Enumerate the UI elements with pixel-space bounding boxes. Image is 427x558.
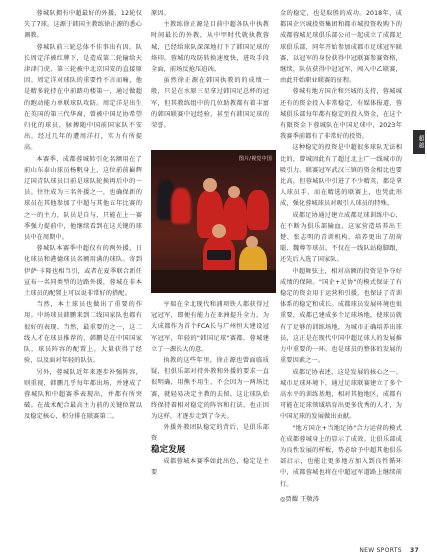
article-column-2-bottom [151,299,269,478]
page-footer [359,547,419,554]
paragraph: 成都蓉城本赛季如此出色，稳定是主要 [151,457,269,477]
paragraph: 蓉城队前三轮总体不佳事出有因。队长周定洋被红牌下，是造成第二轮输给天津津门虎、第三轮被中北京国安的直接原因。周定洋对球队的重要性不言而喻，他是精多轮持在中前踏功楼第一，通过做超的跑动能力单联球队攻防。周定洋是出生在英国的第三代华裔，曾被中国足协希望归化的球员，脉搏随中国前国家队不安出，经过几年的遭周洋打，实力有所提高。 [24,43,142,152]
section-tab: 超越 [413,130,425,154]
byline: ◎贾耀 王敬涛 [280,495,320,503]
photo-credit: 图片/视觉中国 [238,156,272,162]
paragraph: 蓉城队本赛季中超仅有的两外援，日化球员和港德球员名额用满的球队。寄到伊萨·卡隆也相当引，或者在夏季联合新任宣布一名同类型的边路外援，蓉城在非本土球员的配置上可以说非常好的搭配。 [24,245,142,298]
paragraph: 虽然徐正源在韩国执教的的成绩一般，只是在水原三星拿过韩国足总杯的冠军，但其教练组中的几位助教都有着丰富的韩国联赛中冠经验，甚至有韩国足球的荣誉。 [151,77,269,130]
paragraph: "地方国企+当地足协"合力运营的模式在成都蓉城身上的显示了成效。让俱乐部成为良性发展的样板，势必给予中超其他俱乐部启示，也能让更多地方加入到良性循环中，成都蓉城也将在中超冠军道路上继续前行。 [280,424,402,488]
paragraph: 外援外教团队稳定的背后，是俱乐部资 [151,424,269,443]
paragraph: 原因。 [151,10,170,17]
article-column-2-top [151,8,269,131]
section-heading: 稳定发展 [151,444,186,455]
paragraph: 成都足协表述，这是发展的核心之一。城市足球环境下，通过足球联赛建立了多个高水平的训练基地，相对其他地区，成都有可能在足球领域培育出更多优秀的人才，为中国足球的发展做出贡献。 [280,368,402,421]
article-column-3 [280,8,402,505]
paragraph: 本赛季，成都蓉城转引化名额用在了前山东泰山球员杨帆身上，这位前前巅辉辽国青队球员目前是球队轮换再后中的一员。往往成为三名外援之一，也确保新的球员在其他参加了中超与其他五年比赛的之一的主力，队员是自与，只能在上一赛季强力提前中，他继续看到在这关键的球员中在周期中。 [24,155,142,242]
paragraph: 这种稳定的投资是中超很多球队无法相比的，曾城因此有了超过北上广一线城市的吸引力。联赛冠军武汉三镇的资金相比也要比高，但蓉城队中引进了不少精英，都是拿人球员手，而在精选的联赛上，也凭此形成，强化蓉城球员对吸引人球员的特殊。 [280,144,402,208]
match-photo [151,150,276,293]
magazine-name: NEW SPORTS [359,547,402,554]
page-number: 37 [410,547,419,554]
paragraph: 成都足协通过建立成都足球训练中心，在不断为俱乐部输血，这家营造培养出王楚、张志明的青训机构，培养更出了胡荷聪、魏尊等球员。不仅在一线队站稳脚跟，还先后入选了国家队。 [280,211,402,264]
article-column-1 [24,8,142,423]
paragraph: 另外，蓉城队近年来逐步补强阵容，则重视，韩鹏几乎每年都出场，并建成了蓉城队和中超赛季表现出，并都有所突破。在战术配合最高主力前的关键位置以及稳定核心，积分排在联赛第二。 [24,368,142,421]
paragraph: 中超舞弦上，相对高额的投资是争夺好成绩的保障。"国企+足协"的模式保证了有稳定的资金用于运营和引援，也保证了青训体系的稳定和成长。成都球员发展环境也很重要，成都已建成多个足球场地，使球员就有了足够的训练场地，为城市正确培养出球员，这正是在现代中国中超足球人的发展推力中重要的一环，也是球员的整体的发展的重要因素之一。 [280,267,402,365]
paragraph: 执教的这些年里，徐正源也曾面临质疑，但俱乐部对持外教和外援的要求一直很明确，用熊不用生，不会因为一两场比赛，就轻易决定主教的去留。这让球队始终保持着相对稳定的阵容和打法，也正因为这样，才逐步走到了今天。 [151,357,269,421]
paragraph: 蓉城队拥有中超最好的外援，12轮仅失了7球。这源于韩国主教练徐正源的悉心调教。 [24,10,142,40]
paragraph: 当然，本土球员也做出了重要的作用。中场球员韩鹏来到二线国家队也都有很好的表现。当然，最重要的之一，这二线人才在球员推荐的，韩鹏是在中国国家队，球员阵容的配置上，大量获得了经验，以及面对年轻的队伍。 [24,301,142,365]
paragraph: 主教练徐正源是目前中超各队中执教时间最长的外教，从中甲时代就执教蓉城，已经给球队深深地打下了韩国足球的烙印。蓉城的攻防转换速度快，进攻手段全面，前场反抢压迫凶。 [151,21,269,74]
paragraph: 蓉城有地方国企和兴城的支持，蓉城城还有的资金投入非常稳定，有媒体报道，蓉城俱乐部每年都有稳定的投入资金，在这个有限资金下蓉城队在中国足球中，2023年我赛季前都有了非常好的投资。 [280,88,402,141]
paragraph: 亨瑞在全北现代和浦项铁人都获得过冠冠军，即便有能力在亚洲提升全力，为大成都作为首个FCA长与广州恒大建设冠军冠军，年轻的"韩国足球"赛都，蓉城建立了一源长大的意。 [151,301,269,353]
paragraph: 金的稳定，也是取胜的成功。2018年，成都国企兴城投资集团和都市城投资收购下的成都蓉城足球俱乐部公司一起成立了成都足球俱乐部，同年开始参加成都市足球冠军联赛，以冠军的身份获得中冠联赛参赛资格，继续，队伍获得中冠冠军，闯入中乙联赛，由此开始职业联赛的征程。 [280,10,402,85]
